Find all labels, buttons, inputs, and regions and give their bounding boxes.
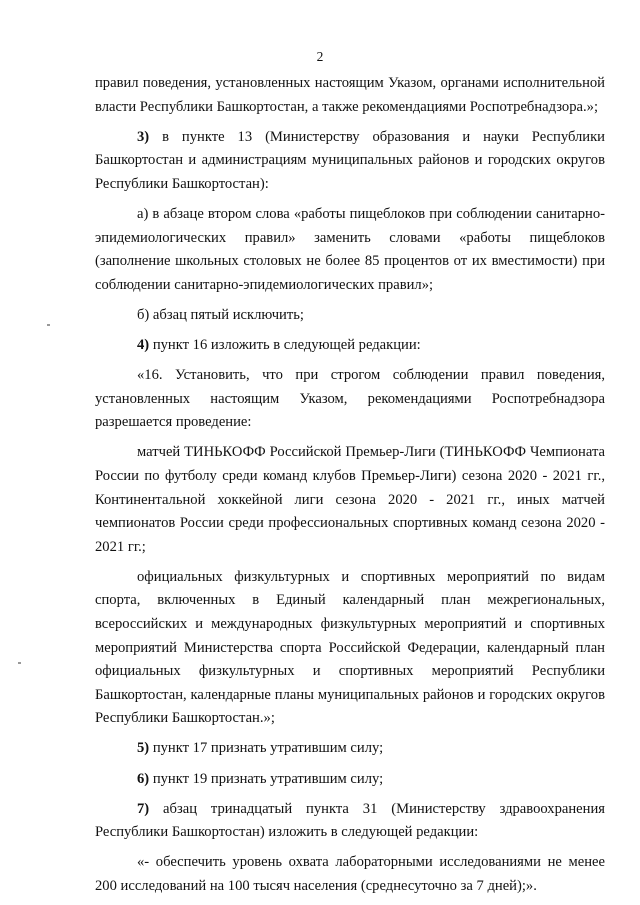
- paragraph-item-6: [95, 768, 605, 792]
- paragraph-continuation: [95, 72, 605, 119]
- paragraph-text: пункт 17 признать утратившим силу;: [149, 740, 384, 757]
- item-number: 6): [137, 770, 150, 787]
- paragraph-text: «- обеспечить уровень охвата лабораторными исследованиями не менее 200 исследований на 100 тысяч населения (среднесуточно за 7 дней);».: [95, 854, 605, 894]
- document-body: [95, 72, 605, 899]
- paragraph-item-7: [95, 798, 605, 845]
- item-number: 5): [137, 740, 150, 757]
- paragraph-text: б) абзац пятый исключить;: [137, 306, 304, 323]
- scan-speck: [18, 662, 21, 664]
- item-number: 3): [137, 128, 150, 145]
- paragraph-text: пункт 19 признать утратившим силу;: [149, 770, 384, 787]
- paragraph-text: пункт 16 изложить в следующей редакции:: [149, 336, 421, 353]
- paragraph-text: матчей ТИНЬКОФФ Российской Премьер-Лиги (ТИНЬКОФФ Чемпионата России по футболу среди команд клубов Премьер-Лиги) сезона 2020 - 2021 гг., Континентальной хоккейной лиги сезона 2020 - 2021 гг., иных матчей чемпионатов России среди профессиональных спортивных команд сезона 2020 - 2021 гг.;: [95, 444, 605, 555]
- paragraph-matches: [95, 441, 605, 559]
- paragraph-item-3: [95, 126, 605, 197]
- paragraph-item-16: [95, 364, 605, 435]
- scan-speck: [47, 324, 50, 326]
- item-number: 4): [137, 336, 150, 353]
- page-number: 2: [316, 49, 324, 64]
- paragraph-text: «16. Установить, что при строгом соблюдении правил поведения, установленных настоящим Указом, рекомендациями Роспотребнадзора разрешается проведение:: [95, 367, 605, 431]
- paragraph-item-5: [95, 737, 605, 761]
- item-number: 7): [137, 800, 150, 817]
- paragraph-text: в пункте 13 (Министерству образования и науки Республики Башкортостан и администрациям муниципальных районов и городских округов Республики Башкортостан):: [95, 128, 605, 192]
- paragraph-text: правил поведения, установленных настоящим Указом, органами исполнительной власти Республики Башкортостан, а также рекомендациями Роспотребнадзора.»;: [95, 75, 605, 115]
- paragraph-text: а) в абзаце втором слова «работы пищеблоков при соблюдении санитарно-эпидемиологических правил» заменить словами «работы пищеблоков (заполнение школьных столовых не более 85 процентов от их вместимости) при соблюдении санитарно-эпидемиологических правил»;: [95, 205, 605, 293]
- paragraph-subitem-a: [95, 203, 605, 297]
- paragraph-text: абзац тринадцатый пункта 31 (Министерству здравоохранения Республики Башкортостан) изложить в следующей редакции:: [95, 800, 605, 841]
- paragraph-official-events: [95, 566, 605, 731]
- paragraph-text: официальных физкультурных и спортивных мероприятий по видам спорта, включенных в Единый календарный план межрегиональных, всероссийских и международных физкультурных мероприятий и спортивных мероприятий Министерства спорта Российской Федерации, календарный план официальных физкультурных и спортивных мероприятий Республики Башкортостан, календарные планы муниципальных районов и городских округов Республики Башкортостан.»;: [95, 568, 605, 727]
- paragraph-subitem-b: [95, 304, 605, 328]
- paragraph-quote-testing: [95, 851, 605, 898]
- paragraph-item-4: [95, 334, 605, 358]
